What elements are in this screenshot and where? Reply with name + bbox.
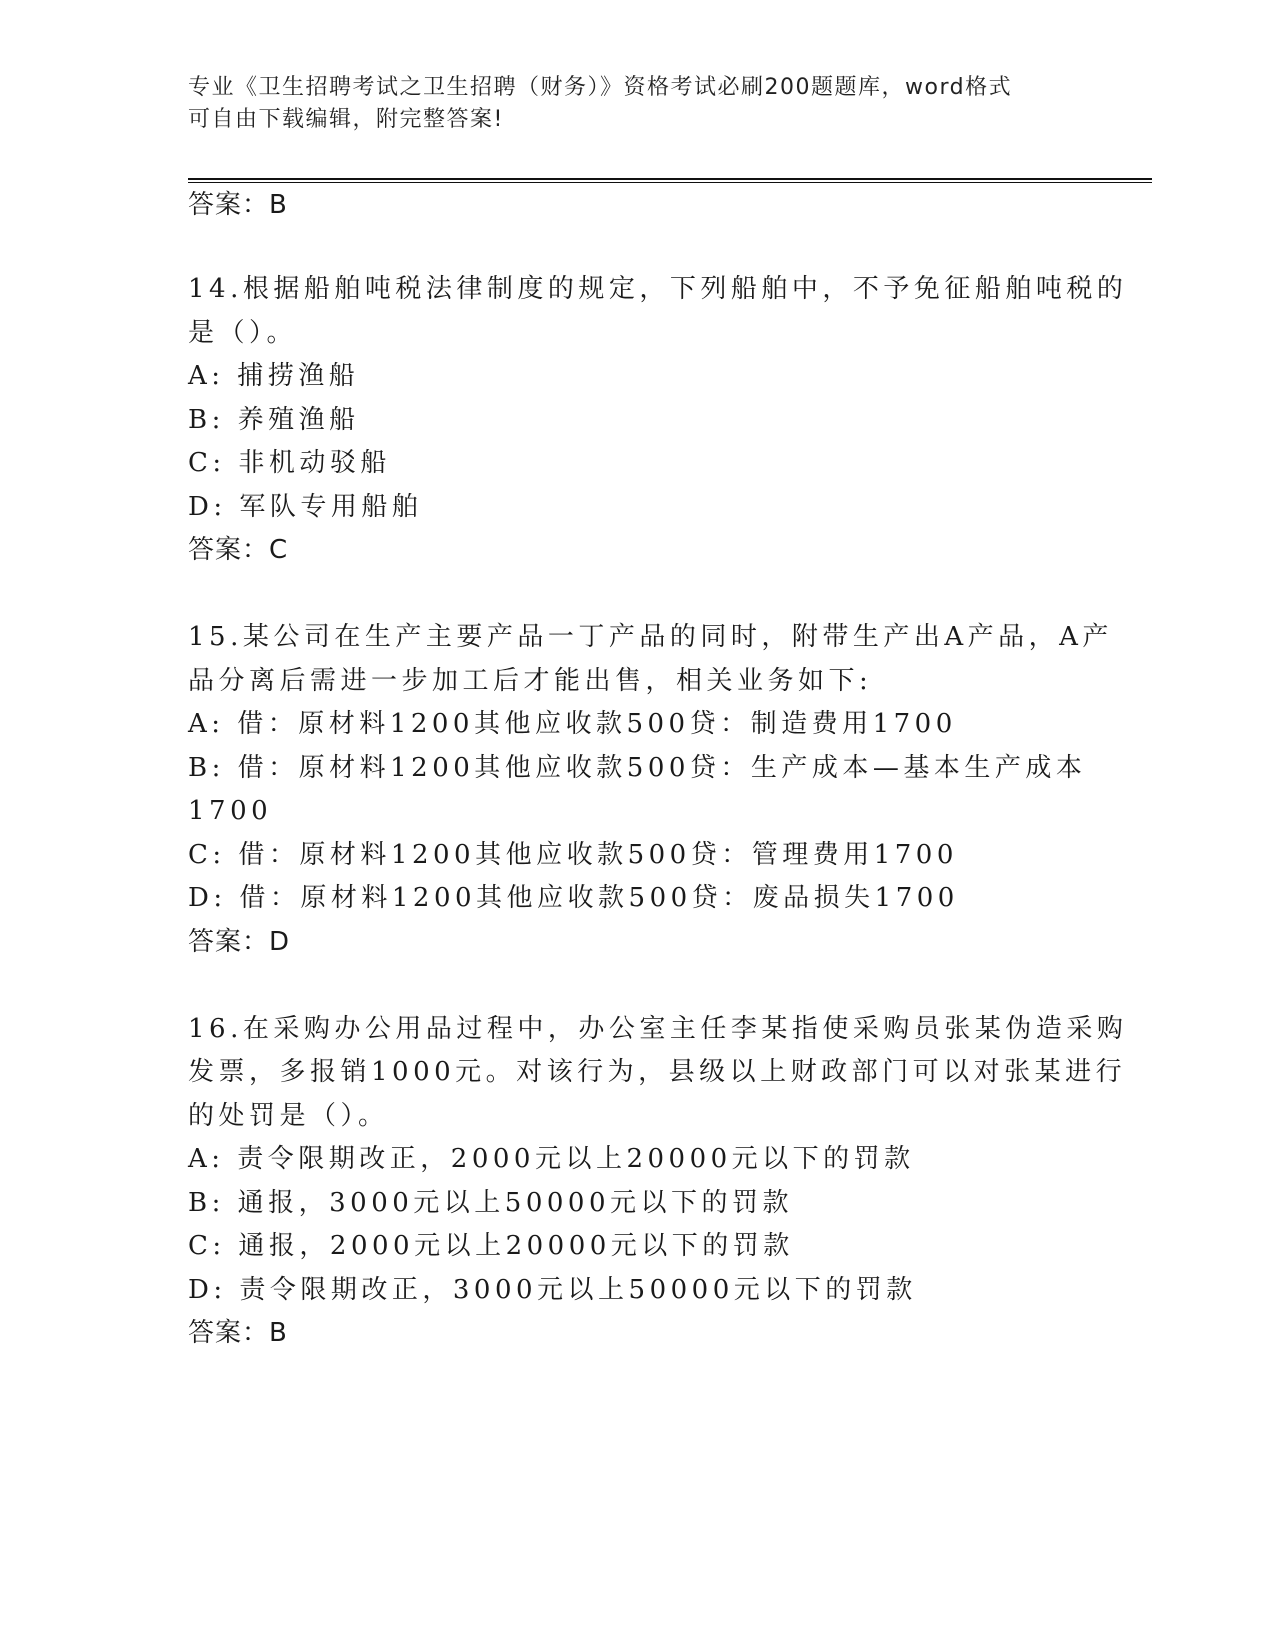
question-stem-line: 品分离后需进一步加工后才能出售，相关业务如下: (188, 666, 873, 696)
previous-answer: 答案：B (188, 190, 288, 220)
option-d: D: 军队专用船舶 (188, 492, 423, 522)
option-d: D: 借：原材料1200其他应收款500贷：废品损失1700 (188, 883, 959, 913)
question-stem-line: 是（）。 (188, 318, 298, 348)
question-stem-line: 15.某公司在生产主要产品一丁产品的同时，附带生产出A产品，A产 (188, 622, 1113, 652)
option-d: D: 责令限期改正，3000元以上50000元以下的罚款 (188, 1275, 917, 1305)
header-title-line-2: 可自由下载编辑，附完整答案! (188, 107, 504, 132)
question-stem-line: 发票，多报销1000元。对该行为，县级以上财政部门可以对张某进行 (188, 1057, 1127, 1087)
option-b: B: 养殖渔船 (188, 405, 360, 435)
answer: 答案：B (188, 1318, 288, 1348)
question-stem-line: 14.根据船舶吨税法律制度的规定，下列船舶中，不予免征船舶吨税的 (188, 274, 1128, 304)
question-stem-line: 的处罚是（）。 (188, 1101, 389, 1131)
option-b: B: 借：原材料1200其他应收款500贷：生产成本—基本生产成本 (188, 753, 1087, 783)
header-title-line-1: 专业《卫生招聘考试之卫生招聘（财务）》资格考试必刷200题题库，word格式 (188, 75, 1013, 100)
option-a: A: 捕捞渔船 (188, 361, 360, 391)
option-b: B: 通报，3000元以上50000元以下的罚款 (188, 1188, 794, 1218)
option-c: C: 通报，2000元以上20000元以下的罚款 (188, 1231, 794, 1261)
option-c: C: 非机动驳船 (188, 448, 391, 478)
answer: 答案：C (188, 535, 289, 565)
option-b-continued: 1700 (188, 796, 273, 826)
answer: 答案：D (188, 927, 291, 957)
option-c: C: 借：原材料1200其他应收款500贷：管理费用1700 (188, 840, 958, 870)
header-divider (188, 178, 1152, 183)
option-a: A: 借：原材料1200其他应收款500贷：制造费用1700 (188, 709, 957, 739)
question-stem-line: 16.在采购办公用品过程中，办公室主任李某指使采购员张某伪造采购 (188, 1014, 1128, 1044)
option-a: A: 责令限期改正，2000元以上20000元以下的罚款 (188, 1144, 915, 1174)
document-header (188, 72, 1068, 136)
